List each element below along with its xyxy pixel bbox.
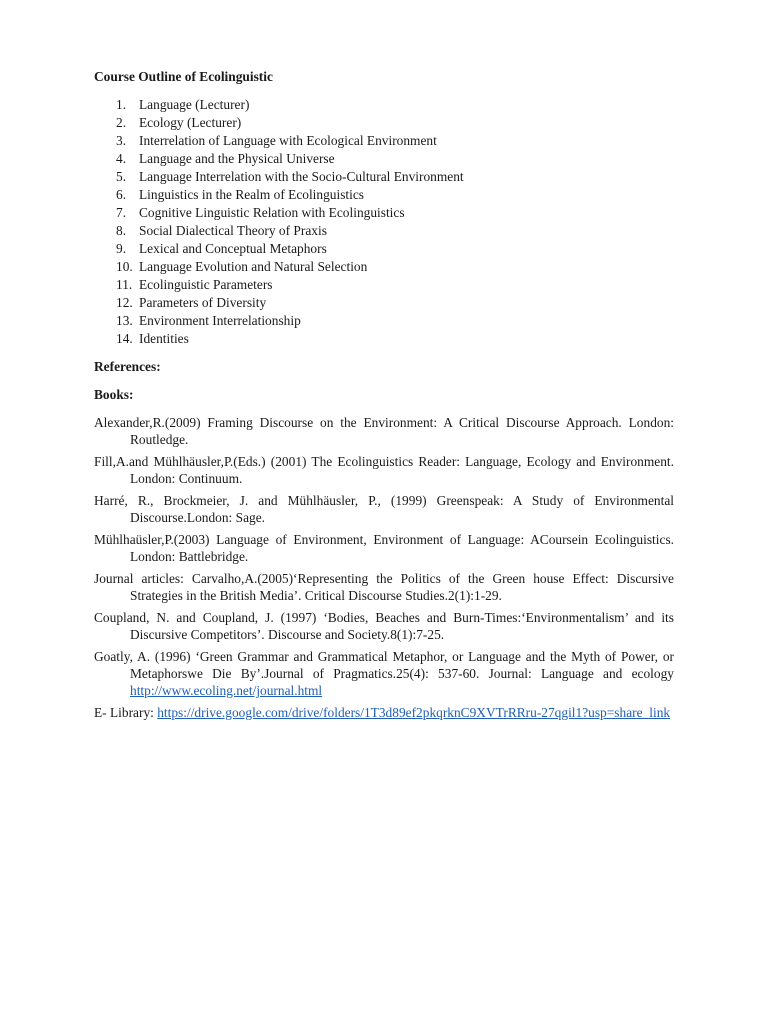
list-item bbox=[94, 222, 674, 240]
item-number: 12. bbox=[116, 295, 133, 310]
list-item bbox=[94, 204, 674, 222]
item-text: Interrelation of Language with Ecological Environment bbox=[139, 133, 437, 148]
elibrary-link[interactable]: https://drive.google.com/drive/folders/1T3d89ef2pkqrknC9XVTrRRru-27qgil1?usp=share_link bbox=[157, 705, 671, 720]
item-number: 8. bbox=[116, 223, 127, 238]
reference-entry: Coupland, N. and Coupland, J. (1997) ‘Bodies, Beaches and Burn-Times:‘Environmentalism’ and its Discursive Competitors’. Discourse and Society.8(1):7-25. bbox=[94, 610, 674, 642]
item-text: Lexical and Conceptual Metaphors bbox=[139, 241, 327, 256]
books-heading: Books: bbox=[94, 387, 134, 402]
item-number: 11. bbox=[116, 277, 133, 292]
item-text: Language (Lecturer) bbox=[139, 97, 250, 112]
list-item bbox=[94, 258, 674, 276]
item-text: Cognitive Linguistic Relation with Ecolinguistics bbox=[139, 205, 405, 220]
item-number: 4. bbox=[116, 151, 127, 166]
reference-entry-goatly bbox=[94, 648, 674, 699]
course-outline-list bbox=[94, 96, 674, 348]
reference-entry: Fill,A.and Mühlhäusler,P.(Eds.) (2001) The Ecolinguistics Reader: Language, Ecology and Environment. London: Continuum. bbox=[94, 454, 674, 486]
list-item bbox=[94, 114, 674, 132]
list-item bbox=[94, 294, 674, 312]
list-item bbox=[94, 150, 674, 168]
item-text: Language Evolution and Natural Selection bbox=[139, 259, 368, 274]
list-item bbox=[94, 186, 674, 204]
list-item bbox=[94, 168, 674, 186]
reference-text: Goatly, A. (1996) ‘Green Grammar and Grammatical Metaphor, or Language and the Myth of Power, or Metaphorswe Die By’.Journal of Pragmatics.25(4): 537-60. Journal: Language and ecology bbox=[94, 649, 674, 681]
item-text: Language Interrelation with the Socio-Cultural Environment bbox=[139, 169, 464, 184]
list-item bbox=[94, 96, 674, 114]
item-number: 9. bbox=[116, 241, 127, 256]
item-text: Language and the Physical Universe bbox=[139, 151, 335, 166]
document-page bbox=[94, 68, 674, 721]
item-text: Linguistics in the Realm of Ecolinguistics bbox=[139, 187, 365, 202]
item-text: Ecology (Lecturer) bbox=[139, 115, 242, 130]
list-item bbox=[94, 132, 674, 150]
item-number: 5. bbox=[116, 169, 127, 184]
reference-entry: Journal articles: Carvalho,A.(2005)‘Representing the Politics of the Green house Effect: Discursive Strategies in the British Media’. Critical Discourse Studies.2(1):1-29. bbox=[94, 571, 674, 603]
item-text: Ecolinguistic Parameters bbox=[139, 277, 273, 292]
journal-link[interactable]: http://www.ecoling.net/journal.html bbox=[130, 683, 323, 698]
item-text: Social Dialectical Theory of Praxis bbox=[139, 223, 327, 238]
item-text: Parameters of Diversity bbox=[139, 295, 267, 310]
list-item bbox=[94, 312, 674, 330]
item-number: 7. bbox=[116, 205, 127, 220]
elibrary-label: E- Library: bbox=[94, 705, 158, 720]
item-number: 6. bbox=[116, 187, 127, 202]
item-number: 2. bbox=[116, 115, 127, 130]
reference-entry: Harré, R., Brockmeier, J. and Mühlhäusler, P., (1999) Greenspeak: A Study of Environmental Discourse.London: Sage. bbox=[94, 493, 674, 525]
elibrary-entry bbox=[94, 704, 674, 721]
reference-entry: Mühlhaüsler,P.(2003) Language of Environment, Environment of Language: ACoursein Ecolinguistics. London: Battlebridge. bbox=[94, 532, 674, 564]
list-item bbox=[94, 240, 674, 258]
item-number: 1. bbox=[116, 97, 127, 112]
item-number: 13. bbox=[116, 313, 133, 328]
item-number: 3. bbox=[116, 133, 127, 148]
item-text: Environment Interrelationship bbox=[139, 313, 301, 328]
item-number: 14. bbox=[116, 331, 133, 346]
list-item bbox=[94, 330, 674, 348]
references-heading: References: bbox=[94, 359, 161, 374]
item-number: 10. bbox=[116, 259, 133, 274]
page-title: Course Outline of Ecolinguistic bbox=[94, 69, 273, 84]
list-item bbox=[94, 276, 674, 294]
item-text: Identities bbox=[139, 331, 189, 346]
reference-entry: Alexander,R.(2009) Framing Discourse on the Environment: A Critical Discourse Approach. London: Routledge. bbox=[94, 415, 674, 447]
